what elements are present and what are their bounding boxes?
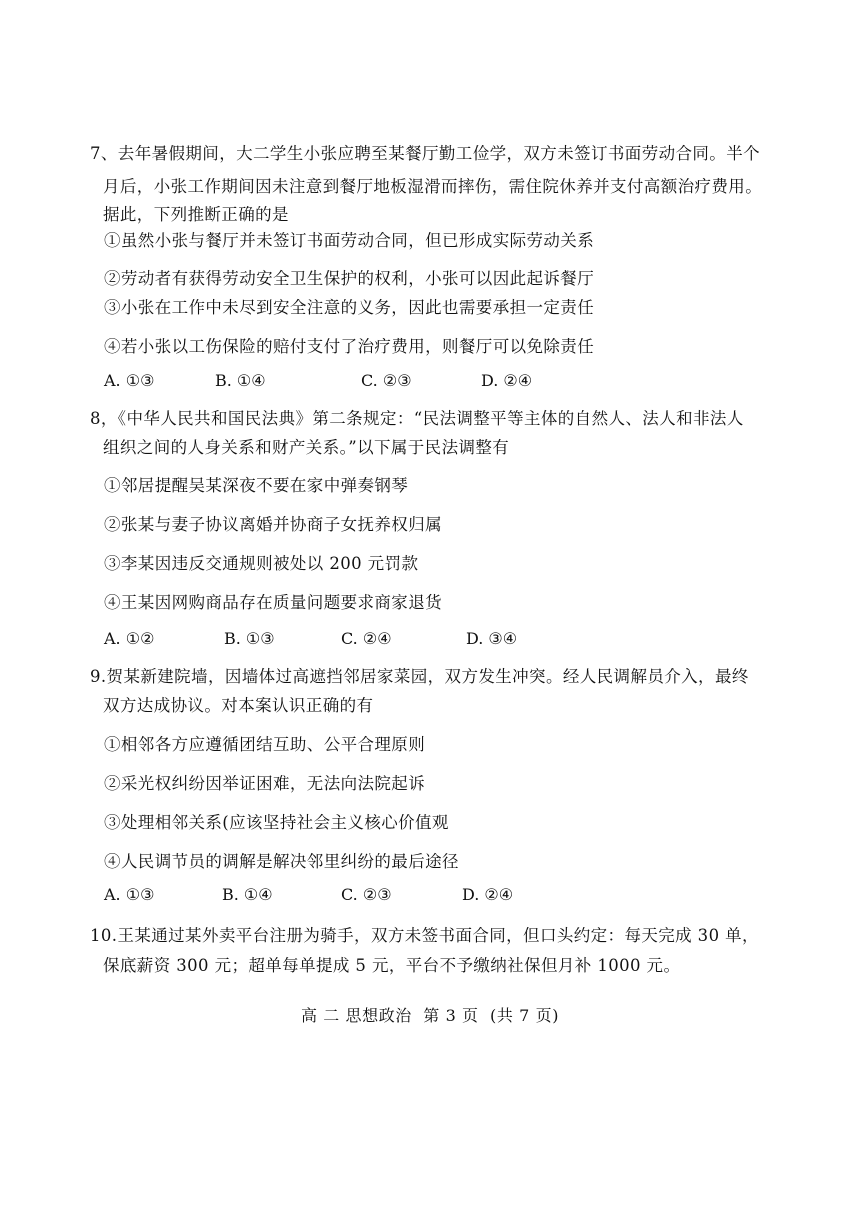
- question-7-choice-a: A. ①③: [104, 371, 155, 390]
- question-7-choice-d: D. ②④: [481, 371, 533, 390]
- question-9-choice-b: B. ①④: [222, 885, 273, 904]
- question-7-statement: ④若小张以工伤保险的赔付支付了治疗费用，则餐厅可以免除责任: [104, 337, 595, 356]
- question-8-choice-b: B. ①③: [224, 629, 275, 648]
- question-9-statement: ③处理相邻关系(应该坚持社会主义核心价值观: [104, 813, 449, 832]
- question-8-stem-line: 8，《中华人民共和国民法典》第二条规定：“民法调整平等主体的自然人、法人和非法人: [90, 409, 744, 428]
- question-7-stem-line: 7、去年暑假期间，大二学生小张应聘至某餐厅勤工俭学，双方未签订书面劳动合同。半个: [90, 144, 760, 163]
- question-8-statement: ③李某因违反交通规则被处以 200 元罚款: [104, 554, 419, 573]
- question-7-statement: ③小张在工作中未尽到安全注意的义务，因此也需要承担一定责任: [104, 298, 595, 317]
- question-7-stem-line: 据此，下列推断正确的是: [103, 205, 289, 224]
- question-10-stem-line: 10.王某通过某外卖平台注册为骑手，双方未签书面合同，但口头约定：每天完成 30 单，: [90, 926, 759, 945]
- question-9-choice-a: A. ①③: [104, 885, 155, 904]
- question-8-choice-d: D. ③④: [466, 629, 518, 648]
- question-8-stem-line: 组织之间的人身关系和财产关系。”以下属于民法调整有: [103, 438, 510, 457]
- page-footer: 高 二 思想政治 第 3 页 (共 7 页): [300, 1006, 560, 1025]
- question-7-choice-b: B. ①④: [215, 371, 266, 390]
- question-9-statement: ②采光权纠纷因举证困难，无法向法院起诉: [104, 774, 426, 793]
- question-8-statement: ②张某与妻子协议离婚并协商子女抚养权归属: [104, 515, 442, 534]
- question-9-choice-c: C. ②③: [341, 885, 392, 904]
- question-8-choice-a: A. ①②: [104, 629, 155, 648]
- question-10-stem-line: 保底薪资 300 元；超单每单提成 5 元，平台不予缴纳社保但月补 1000 元。: [103, 956, 681, 975]
- question-9-stem-line: 9.贺某新建院墙，因墙体过高遮挡邻居家菜园，双方发生冲突。经人民调解员介入，最终: [90, 667, 749, 686]
- question-8-choice-c: C. ②④: [341, 629, 392, 648]
- question-9-stem-line: 双方达成协议。对本案认识正确的有: [103, 696, 374, 715]
- question-7-statement: ①虽然小张与餐厅并未签订书面劳动合同，但已形成实际劳动关系: [104, 231, 595, 250]
- question-7-choice-c: C. ②③: [361, 371, 412, 390]
- question-9-statement: ④人民调节员的调解是解决邻里纠纷的最后途径: [104, 852, 459, 871]
- question-7-statement: ②劳动者有获得劳动安全卫生保护的权利，小张可以因此起诉餐厅: [104, 269, 595, 288]
- question-8-statement: ④王某因网购商品存在质量问题要求商家退货: [104, 593, 442, 612]
- question-8-statement: ①邻居提醒吴某深夜不要在家中弹奏钢琴: [104, 476, 409, 495]
- question-9-choice-d: D. ②④: [462, 885, 514, 904]
- question-7-stem-line: 月后，小张工作期间因未注意到餐厅地板湿滑而摔伤，需住院休养并支付高额治疗费用。: [103, 177, 763, 196]
- question-9-statement: ①相邻各方应遵循团结互助、公平合理原则: [104, 735, 426, 754]
